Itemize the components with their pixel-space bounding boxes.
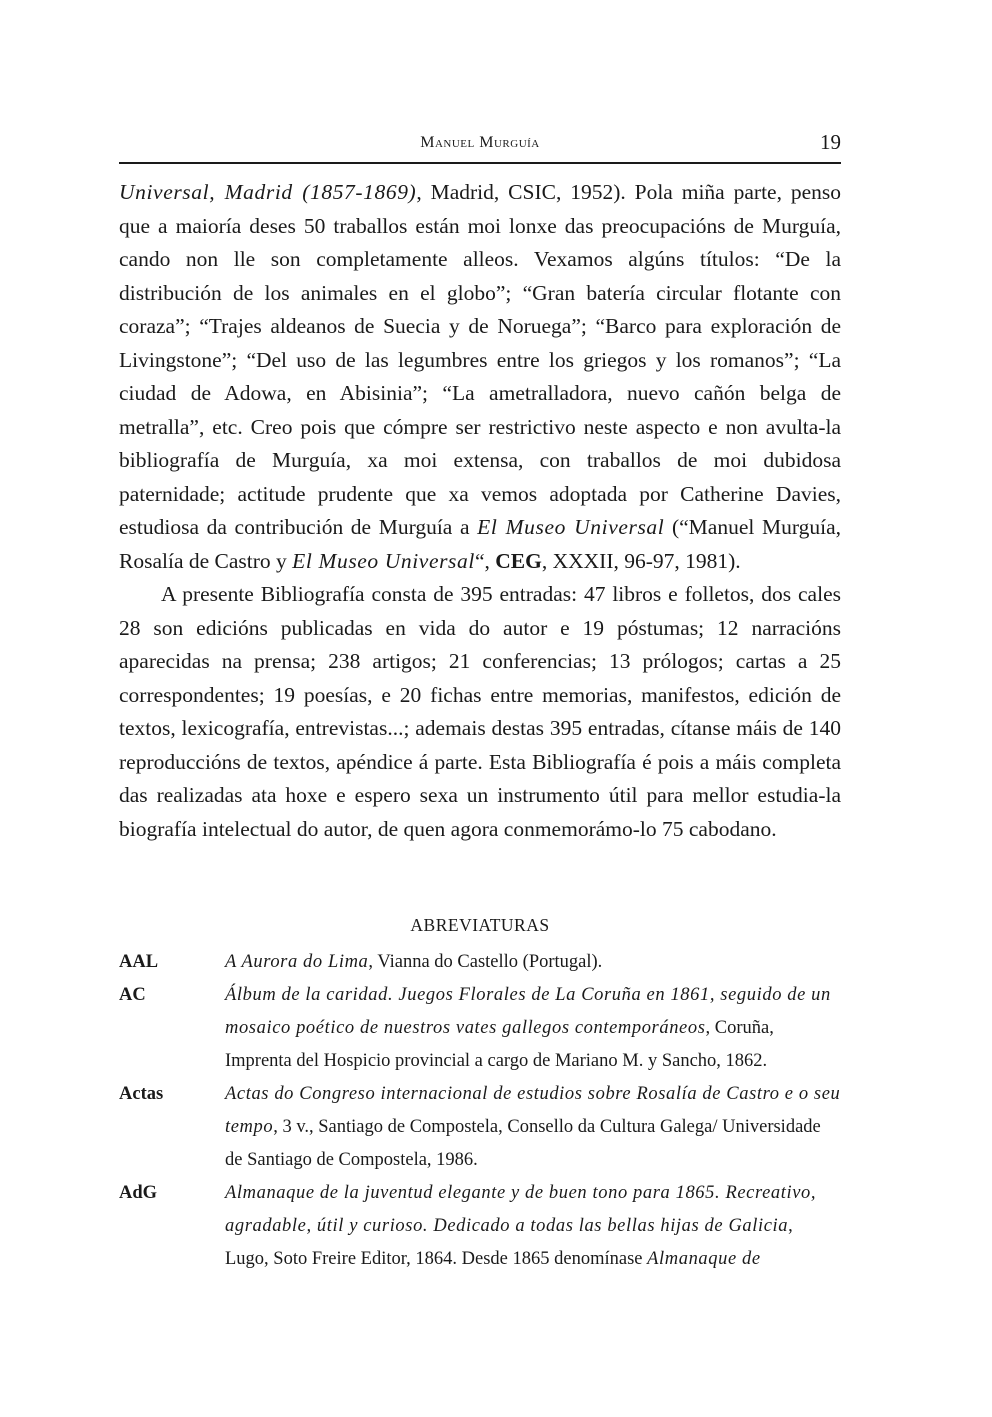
abbr-code: Actas (119, 1084, 164, 1104)
abbreviations-heading: ABREVIATURAS (410, 915, 550, 935)
paragraph-2: A presente Bibliografía consta de 395 entradas: 47 libros e folletos, dos cales 28 son edicións publicadas en vida do autor e 19 póstumas; 12 narracións aparecidas na prensa; 238 artigos; 21 conferencias; 13 prólogos; cartas a 25 correspondentes; 19 poesías, e 20 fichas entre memorias, manifestos, edición de textos, lexicografía, entrevistas...; ademais destas 395 entradas, cítanse máis de 140 reproduccións de textos, apéndice á parte. Esta Bibliografía é pois a máis completa das realizadas ata hoxe e espero sexa un instrumento útil para mellor estudia-la biografía intelectual do autor, de quen agora conmemorámo-lo 75 cabodano. (119, 582, 841, 841)
abbr-description (225, 1078, 841, 1177)
abbr-description (225, 946, 841, 979)
running-head: Manuel Murguía (420, 134, 540, 151)
page-number: 19 (820, 130, 841, 154)
abbr-entry (119, 1078, 841, 1177)
page-header (119, 128, 841, 164)
abbr-italic: Álbum de la caridad. Juegos Florales de La Coruña en 1861, seguido de un mosaico poético de nuestros vates gallegos contemporáneos (225, 985, 831, 1038)
abbr-plain: , Lugo, Soto Freire Editor, 1864. Desde 1865 denomínase (225, 1216, 793, 1269)
abbreviations-list (119, 946, 841, 1276)
abbr-description (225, 1177, 841, 1276)
abbr-description (225, 979, 841, 1078)
italic-title: El Museo Universal (477, 515, 665, 539)
abbr-entry (119, 946, 841, 979)
text-run: (“Manuel Murguía, Rosalía de Castro y (119, 515, 841, 573)
abbr-code: AdG (119, 1183, 158, 1203)
text-run: , XXXII, 96-97, 1981). (541, 548, 741, 573)
abbr-italic: Actas do Congreso internacional de estudios sobre Rosalía de Castro e o seu tempo (225, 1084, 841, 1137)
abbr-code: AAL (119, 952, 159, 972)
italic-title: Universal, Madrid (1857-1869) (119, 180, 417, 204)
bold-abbrev: CEG (495, 548, 542, 573)
abbr-italic: Almanaque de la juventud elegante y de buen tono para 1865. Recreativo, agradable, útil y curioso. Dedicado a todas las bellas hijas de Galicia (225, 1183, 817, 1236)
abbr-plain: , Vianna do Castello (Portugal). (368, 952, 603, 972)
abbr-italic: A Aurora do Lima (225, 952, 369, 972)
abbr-plain: , Coruña, Imprenta del Hospicio provincial a cargo de Mariano M. y Sancho, 1862. (225, 1018, 774, 1071)
abbr-italic-2: Almanaque de (647, 1249, 761, 1269)
abbr-plain: , 3 v., Santiago de Compostela, Consello da Cultura Galega/ Universidade de Santiago de Compostela, 1986. (225, 1117, 821, 1170)
body-text (119, 176, 841, 846)
text-run: , Madrid, CSIC, 1952). Pola miña parte, penso que a maioría deses 50 traballos están moi lonxe das preocupacións de Murguía, cando non lle son completamente alleos. Vexamos algúns títulos: “De la distribución de los animales en el globo”; “Gran batería circular flotante con coraza”; “Trajes aldeanos de Suecia y de Noruega”; “Barco para exploración de Livingstone”; “Del uso de las legumbres entre los griegos y los romanos”; “La ciudad de Adowa, en Abisinia”; “La ametralladora, nuevo cañón belga de metralla”, etc. Creo pois que cómpre ser restrictivo neste aspecto e non avulta-la bibliografía de Murguía, xa moi extensa, con traballos de moi dubidosa paternidade; actitude prudente que xa vemos adoptada por Catherine Davies, estudiosa da contribución de Murguía a (119, 180, 842, 539)
abbr-entry (119, 979, 841, 1078)
abbr-code: AC (119, 985, 146, 1005)
text-run: “, (474, 548, 496, 573)
abbr-entry (119, 1177, 841, 1276)
paragraph-1 (119, 176, 841, 578)
italic-title: El Museo Universal (292, 548, 475, 573)
